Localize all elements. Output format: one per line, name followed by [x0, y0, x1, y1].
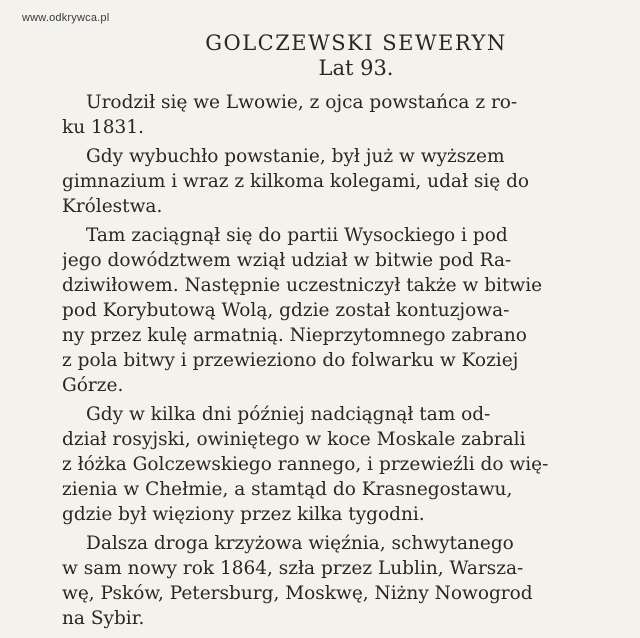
paragraph [62, 223, 630, 398]
text-line: Tam zaciągnął się do partii Wysockiego i pod [86, 225, 508, 246]
text-line: Królestwa. [62, 196, 163, 217]
paragraph [62, 144, 630, 219]
text-line: zienia w Chełmie, a stamtąd do Krasnegostawu, [62, 479, 513, 500]
text-line: dziwiłowem. Następnie uczestniczył także w bitwie [62, 275, 543, 296]
document-body [62, 90, 630, 631]
paragraph [62, 90, 630, 140]
page-title: GOLCZEWSKI SEWERYN [205, 31, 507, 55]
text-line: Gdy w kilka dni później nadciągnął tam od- [86, 404, 491, 425]
text-line: w sam nowy rok 1864, szła przez Lublin, Warsza- [62, 558, 524, 579]
text-line: ku 1831. [62, 117, 144, 138]
watermark-text: www.odkrywca.pl [22, 12, 110, 24]
text-line: gimnazium i wraz z kilkoma kolegami, udał się do [62, 171, 530, 192]
text-line: pod Korybutową Wolą, gdzie został kontuzjowa- [62, 300, 510, 321]
paragraph [62, 531, 630, 631]
text-line: Urodził się we Lwowie, z ojca powstańca z ro- [86, 92, 518, 113]
text-line: Gdy wybuchło powstanie, był już w wyższem [86, 146, 505, 167]
text-line: ny przez kulę armatnią. Nieprzytomnego zabrano [62, 325, 527, 346]
document-page [62, 30, 630, 635]
text-line: Górze. [62, 375, 124, 396]
text-line: dział rosyjski, owiniętego w koce Moskale zabrali [62, 429, 526, 450]
text-line: Dalsza droga krzyżowa więźnia, schwytanego [86, 533, 514, 554]
age-subtitle: Lat 93. [318, 56, 394, 80]
text-line: na Sybir. [62, 608, 145, 629]
text-line: z łóżka Golczewskiego rannego, i przewieźli do wię- [62, 454, 549, 475]
paragraph [62, 402, 630, 527]
text-line: gdzie był więziony przez kilka tygodni. [62, 504, 425, 525]
text-line: wę, Psków, Petersburg, Moskwę, Niżny Nowogrod [62, 583, 533, 604]
text-line: jego dowództwem wziął udział w bitwie pod Ra- [62, 250, 512, 271]
text-line: z pola bitwy i przewieziono do folwarku w Koziej [62, 350, 519, 371]
